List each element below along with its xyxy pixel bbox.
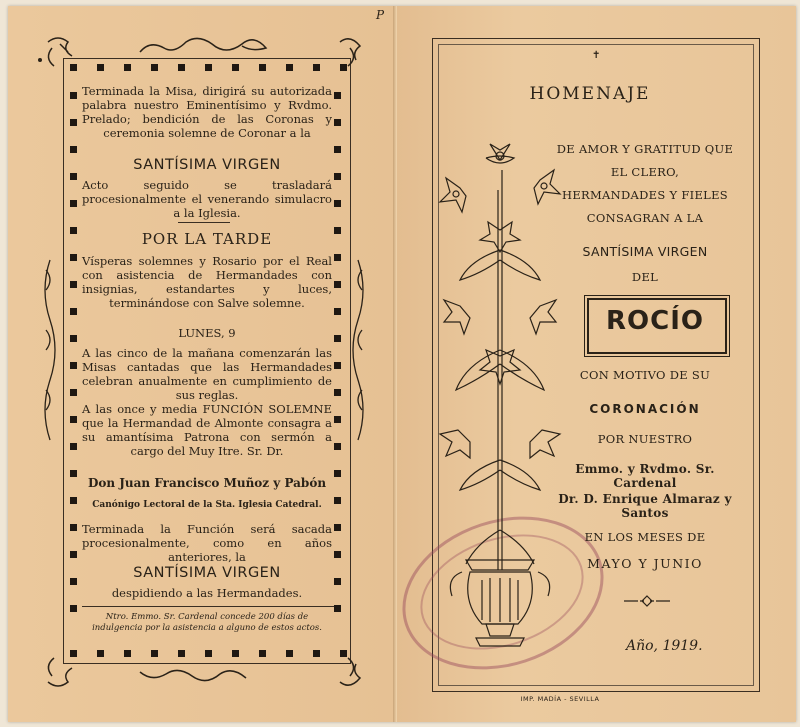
frame-square	[232, 650, 239, 657]
frame-square	[97, 64, 104, 71]
paragraph-despidiendo: despidiendo a las Hermandades.	[111, 586, 303, 600]
lily-flower-right-2	[530, 300, 556, 334]
paragraph-terminada: Terminada la Función será sacada procesionalmente, como en años anteriores, la	[82, 522, 332, 564]
lily-flower-mid	[480, 222, 520, 252]
frame-square	[334, 551, 341, 558]
frame-square	[334, 524, 341, 531]
frame-square	[334, 200, 341, 207]
frame-square	[334, 281, 341, 288]
virgin-heading-2: SANTÍSIMA VIRGEN	[133, 565, 281, 581]
frame-square	[70, 578, 77, 585]
frame-square	[70, 497, 77, 504]
frame-square	[70, 470, 77, 477]
frame-square	[70, 146, 77, 153]
frame-square	[205, 64, 212, 71]
dedication-line-1: DE AMOR Y GRATITUD QUE	[556, 142, 734, 156]
frame-square	[334, 254, 341, 261]
frame-square	[70, 227, 77, 234]
frame-square	[334, 470, 341, 477]
frame-square	[70, 335, 77, 342]
virgin-name: SANTÍSIMA VIRGEN	[582, 244, 708, 259]
frame-square	[334, 362, 341, 369]
dedication-line-3: HERMANDADES Y FIELES	[562, 188, 728, 202]
frame-square	[334, 308, 341, 315]
frame-square	[70, 362, 77, 369]
paragraph-procession: Acto seguido se trasladará procesionalmente el venerando simulacro a la Iglesia.	[82, 178, 332, 220]
virgin-heading-1: SANTÍSIMA VIRGEN	[133, 157, 281, 173]
frame-square	[313, 650, 320, 657]
frame-square	[334, 443, 341, 450]
frame-square	[70, 200, 77, 207]
por-nuestro-line: POR NUESTRO	[597, 432, 693, 446]
frame-square	[178, 64, 185, 71]
corner-ornament-tl	[48, 38, 266, 66]
footnote-rule	[82, 606, 334, 607]
frame-square	[70, 254, 77, 261]
word-del: DEL	[631, 270, 659, 284]
frame-square	[124, 650, 131, 657]
frame-square	[334, 335, 341, 342]
vase	[450, 560, 549, 646]
frame-square	[259, 64, 266, 71]
frame-square	[286, 64, 293, 71]
printer-credit: IMP. MADÍA - SEVILLA	[520, 695, 600, 703]
page-mark: P	[376, 8, 385, 22]
coronacion-heading: CORONACIÓN	[589, 402, 701, 416]
heading-lunes: LUNES, 9	[178, 326, 236, 340]
lily-flower-left-2	[444, 300, 470, 334]
preacher-name: Don Juan Francisco Muñoz y Pabón	[87, 476, 327, 490]
cross-icon: ✝	[592, 50, 601, 61]
small-ornament	[622, 594, 672, 608]
corner-ornament-tr	[340, 39, 360, 66]
paragraph-visperas: Vísperas solemnes y Rosario por el Real con asistencia de Hermandades con insignias, estandartes y luces, terminándose con Salve solemne.	[82, 254, 332, 310]
frame-square	[178, 650, 185, 657]
frame-square	[70, 92, 77, 99]
frame-square	[70, 64, 77, 71]
frame-square	[70, 551, 77, 558]
frame-square	[70, 281, 77, 288]
frame-square	[205, 650, 212, 657]
preacher-title: Canónigo Lectoral de la Sta. Iglesia Catedral.	[92, 500, 322, 510]
frame-square	[334, 119, 341, 126]
indulgence-footnote: Ntro. Emmo. Sr. Cardenal concede 200 días de indulgencia por la asistencia a alguno de estos actos.	[92, 612, 322, 633]
frame-square	[70, 443, 77, 450]
frame-square	[70, 524, 77, 531]
title-homenaje: HOMENAJE	[529, 84, 651, 104]
dedication-line-4: CONSAGRAN A LA	[586, 211, 704, 225]
frame-square	[286, 650, 293, 657]
frame-square	[334, 416, 341, 423]
frame-square	[334, 578, 341, 585]
frame-square	[151, 64, 158, 71]
frame-square	[313, 64, 320, 71]
frame-square	[97, 650, 104, 657]
frame-square	[232, 64, 239, 71]
side-scroll-right	[353, 260, 363, 440]
months: MAYO Y JUNIO	[587, 556, 703, 571]
frame-square	[151, 650, 158, 657]
frame-square	[334, 92, 341, 99]
lily-flower-center	[480, 350, 520, 384]
side-scroll-left	[45, 260, 55, 440]
frame-square	[340, 64, 347, 71]
frame-square	[70, 173, 77, 180]
frame-square	[334, 389, 341, 396]
divider	[178, 222, 230, 223]
frame-square	[334, 497, 341, 504]
rocio-title: ROCÍO	[606, 306, 704, 336]
paragraph-misa: Terminada la Misa, dirigirá su autorizada palabra nuestro Eminentísimo y Rvdmo. Prelado; bendición de las Coronas y ceremonia solemne de Coronar a la	[82, 84, 332, 140]
months-intro: EN LOS MESES DE	[584, 530, 706, 544]
cardinal-line-2: Dr. D. Enrique Almaraz y Santos	[558, 492, 732, 520]
frame-square	[334, 173, 341, 180]
frame-square	[70, 308, 77, 315]
corner-ornament-bl	[48, 658, 246, 686]
frame-square	[334, 227, 341, 234]
frame-square	[70, 119, 77, 126]
cardinal-line-1: Emmo. y Rvdmo. Sr. Cardenal	[575, 462, 715, 490]
frame-square	[259, 650, 266, 657]
lily-flower-left-3	[440, 430, 470, 458]
frame-square	[124, 64, 131, 71]
corner-ornament-br	[340, 658, 360, 685]
frame-square	[70, 605, 77, 612]
year: Año, 1919.	[626, 638, 703, 654]
heading-por-la-tarde: POR LA TARDE	[141, 230, 273, 248]
paragraph-misas: A las cinco de la mañana comenzarán las Misas cantadas que las Hermandades celebran anualmente en cumplimiento de sus reglas.	[82, 346, 332, 402]
paragraph-funcion: A las once y media FUNCIÓN SOLEMNE que la Hermandad de Almonte consagra a su amantísima Patrona con sermón a cargo del Muy Itre. Sr. Dr.	[82, 402, 332, 458]
frame-square	[70, 389, 77, 396]
frame-square	[334, 605, 341, 612]
frame-square	[334, 146, 341, 153]
motivo-line: CON MOTIVO DE SU	[579, 368, 711, 382]
frame-square	[70, 650, 77, 657]
frame-square	[70, 416, 77, 423]
lily-flower-top	[486, 144, 514, 163]
lily-flower-left-1	[440, 178, 466, 212]
dedication-line-2: EL CLERO,	[610, 165, 680, 179]
frame-square	[340, 650, 347, 657]
